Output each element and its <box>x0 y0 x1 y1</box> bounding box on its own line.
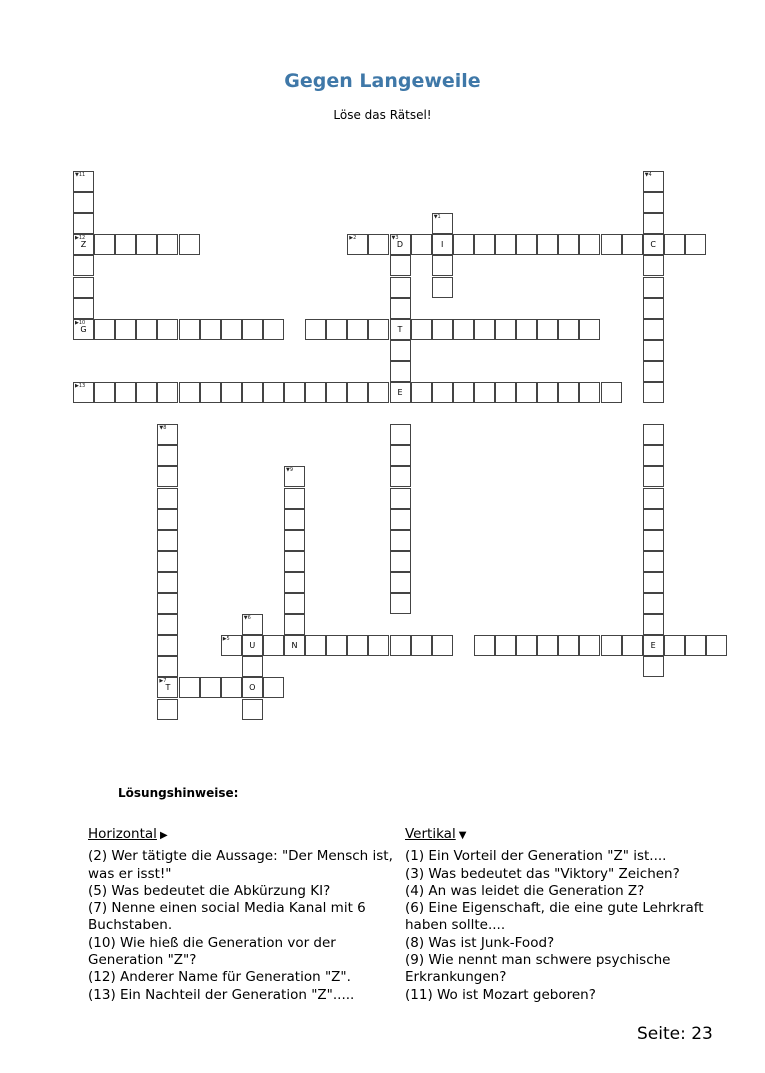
crossword-cell[interactable] <box>558 319 579 340</box>
crossword-cell[interactable] <box>643 530 664 551</box>
crossword-cell[interactable] <box>643 192 664 213</box>
crossword-cell[interactable] <box>284 530 305 551</box>
crossword-cell[interactable] <box>537 382 558 403</box>
horizontal-clues <box>88 826 398 1004</box>
horizontal-clue: (12) Anderer Name für Generation "Z". <box>88 969 351 986</box>
crossword-cell[interactable] <box>157 234 178 255</box>
crossword-cell[interactable] <box>537 234 558 255</box>
crossword-cell[interactable] <box>706 635 727 656</box>
crossword-cell[interactable] <box>579 635 600 656</box>
clue-number: ▼11 <box>75 172 86 178</box>
crossword-cell[interactable] <box>579 382 600 403</box>
crossword-cell[interactable] <box>516 319 537 340</box>
crossword-cell[interactable] <box>643 361 664 382</box>
crossword-cell[interactable] <box>432 319 453 340</box>
horizontal-clue: (7) Nenne einen social Media Kanal mit 6 Buchstaben. <box>88 900 366 934</box>
vertical-clue: (1) Ein Vorteil der Generation "Z" ist.... <box>405 848 667 865</box>
crossword-cell[interactable] <box>474 319 495 340</box>
crossword-cell[interactable] <box>643 466 664 487</box>
clue-number: ▶13 <box>75 383 86 389</box>
horizontal-clue: (13) Ein Nachteil der Generation "Z"..... <box>88 986 355 1003</box>
crossword-cell[interactable] <box>643 635 664 656</box>
crossword-cell[interactable] <box>157 656 178 677</box>
crossword-cell[interactable] <box>432 234 453 255</box>
crossword-cell[interactable] <box>94 319 115 340</box>
crossword-cell[interactable] <box>73 319 94 340</box>
crossword-cell[interactable] <box>643 255 664 276</box>
crossword-cell[interactable] <box>263 677 284 698</box>
crossword-cell[interactable] <box>432 635 453 656</box>
crossword-cell[interactable] <box>73 255 94 276</box>
crossword-cell[interactable] <box>73 192 94 213</box>
crossword-cell[interactable] <box>390 445 411 466</box>
crossword-cell[interactable] <box>157 572 178 593</box>
crossword-cell[interactable] <box>157 466 178 487</box>
crossword-cell[interactable] <box>643 234 664 255</box>
crossword-cell[interactable] <box>284 614 305 635</box>
crossword-cell[interactable] <box>390 340 411 361</box>
page-subtitle: Löse das Rätsel! <box>333 108 432 122</box>
crossword-cell[interactable] <box>390 509 411 530</box>
crossword-cell[interactable] <box>94 234 115 255</box>
crossword-cell[interactable] <box>474 382 495 403</box>
crossword-cell[interactable] <box>453 319 474 340</box>
given-letter: Z <box>80 240 87 250</box>
crossword-cell[interactable] <box>579 319 600 340</box>
crossword-cell[interactable] <box>643 488 664 509</box>
crossword-cell[interactable] <box>73 298 94 319</box>
crossword-cell[interactable] <box>643 171 664 192</box>
horizontal-clue: (5) Was bedeutet die Abkürzung KI? <box>88 882 331 899</box>
crossword-cell[interactable] <box>685 635 706 656</box>
vertical-clue: (11) Wo ist Mozart geboren? <box>405 986 596 1003</box>
crossword-cell[interactable] <box>242 382 263 403</box>
clue-number: ▶12 <box>75 235 86 242</box>
crossword-cell[interactable] <box>200 677 221 698</box>
crossword-cell[interactable] <box>643 213 664 234</box>
crossword-cell[interactable] <box>326 635 347 656</box>
vertical-clue: (8) Was ist Junk-Food? <box>405 934 555 951</box>
given-letter: O <box>249 683 256 693</box>
crossword-cell[interactable] <box>622 635 643 656</box>
crossword-cell[interactable] <box>495 382 516 403</box>
clue-number: ▶10 <box>75 319 86 326</box>
crossword-cell[interactable] <box>558 382 579 403</box>
crossword-cell[interactable] <box>347 635 368 656</box>
crossword-cell[interactable] <box>200 319 221 340</box>
crossword-cell[interactable] <box>411 382 432 403</box>
horizontal-clue: (10) Wie hieß die Generation vor der Generation "Z"? <box>88 934 336 969</box>
vertical-clue: (3) Was bedeutet das "Viktory" Zeichen? <box>405 865 680 882</box>
crossword-cell[interactable] <box>685 234 706 255</box>
crossword-cell[interactable] <box>221 382 242 403</box>
crossword-cell[interactable] <box>390 255 411 276</box>
crossword-cell[interactable] <box>136 319 157 340</box>
crossword-cell[interactable] <box>495 234 516 255</box>
crossword-cell[interactable] <box>643 614 664 635</box>
crossword-cell[interactable] <box>390 382 411 403</box>
crossword-cell[interactable] <box>242 656 263 677</box>
given-letter: T <box>165 683 171 693</box>
crossword-cell[interactable] <box>368 382 389 403</box>
crossword-cell[interactable] <box>390 361 411 382</box>
crossword-cell[interactable] <box>664 234 685 255</box>
crossword-cell[interactable] <box>643 593 664 614</box>
crossword-cell[interactable] <box>347 382 368 403</box>
clue-number: ▶5 <box>222 636 230 643</box>
crossword-cell[interactable] <box>263 635 284 656</box>
vertical-heading <box>405 826 466 844</box>
crossword-cell[interactable] <box>73 213 94 234</box>
crossword-cell[interactable] <box>115 382 136 403</box>
crossword-cell[interactable] <box>221 319 242 340</box>
page-title: Gegen Langeweile <box>284 70 481 92</box>
page-number: Seite: 23 <box>637 1024 713 1044</box>
clue-number: ▼4 <box>644 172 652 178</box>
crossword-cell[interactable] <box>390 551 411 572</box>
crossword-cell[interactable] <box>157 677 178 698</box>
crossword-cell[interactable] <box>73 171 94 192</box>
crossword-cell[interactable] <box>643 445 664 466</box>
crossword-cell[interactable] <box>601 382 622 403</box>
crossword-cell[interactable] <box>242 677 263 698</box>
given-letter: T <box>397 324 403 334</box>
crossword-cell[interactable] <box>263 382 284 403</box>
crossword-cell[interactable] <box>179 234 200 255</box>
crossword-cell[interactable] <box>453 234 474 255</box>
crossword-cell[interactable] <box>643 572 664 593</box>
crossword-cell[interactable] <box>284 593 305 614</box>
crossword-cell[interactable] <box>432 213 453 234</box>
crossword-cell[interactable] <box>643 319 664 340</box>
crossword-cell[interactable] <box>537 319 558 340</box>
crossword-cell[interactable] <box>157 699 178 720</box>
crossword-cell[interactable] <box>558 635 579 656</box>
crossword-cell[interactable] <box>643 382 664 403</box>
crossword-cell[interactable] <box>242 319 263 340</box>
clue-number: ▼9 <box>286 467 294 474</box>
horizontal-heading <box>88 826 168 844</box>
crossword-cell[interactable] <box>284 382 305 403</box>
crossword-cell[interactable] <box>432 382 453 403</box>
crossword-cell[interactable] <box>664 635 685 656</box>
crossword-cell[interactable] <box>284 572 305 593</box>
crossword-cell[interactable] <box>179 382 200 403</box>
crossword-cell[interactable] <box>73 382 94 403</box>
crossword-cell[interactable] <box>347 234 368 255</box>
crossword-cell[interactable] <box>432 255 453 276</box>
crossword-cell[interactable] <box>94 382 115 403</box>
crossword-cell[interactable] <box>643 656 664 677</box>
crossword-cell[interactable] <box>326 319 347 340</box>
clue-number: ▼3 <box>391 235 399 242</box>
crossword-cell[interactable] <box>495 635 516 656</box>
clue-number: ▼6 <box>243 615 251 622</box>
given-letter: G <box>80 324 87 334</box>
crossword-cell[interactable] <box>516 382 537 403</box>
given-letter: E <box>650 641 656 651</box>
given-letter: D <box>396 240 404 250</box>
crossword-cell[interactable] <box>242 614 263 635</box>
crossword-cell[interactable] <box>73 234 94 255</box>
crossword-cell[interactable] <box>474 635 495 656</box>
crossword-cell[interactable] <box>390 298 411 319</box>
crossword-cell[interactable] <box>390 466 411 487</box>
vertical-clue: (9) Wie nennt man schwere psychische Erkrankungen? <box>405 952 671 986</box>
crossword-cell[interactable] <box>390 572 411 593</box>
crossword-cell[interactable] <box>390 234 411 255</box>
crossword-cell[interactable] <box>516 635 537 656</box>
crossword-cell[interactable] <box>157 593 178 614</box>
crossword-cell[interactable] <box>643 551 664 572</box>
crossword-cell[interactable] <box>73 277 94 298</box>
clue-number: ▼1 <box>433 214 441 221</box>
crossword-cell[interactable] <box>157 530 178 551</box>
clue-number: ▶7 <box>159 678 167 685</box>
arrow-down-icon: ▼ <box>458 830 467 841</box>
crossword-cell[interactable] <box>136 234 157 255</box>
crossword-cell[interactable] <box>643 298 664 319</box>
crossword-cell[interactable] <box>390 635 411 656</box>
crossword-cell[interactable] <box>390 319 411 340</box>
crossword-cell[interactable] <box>305 319 326 340</box>
crossword-cell[interactable] <box>157 551 178 572</box>
crossword-cell[interactable] <box>411 319 432 340</box>
crossword-cell[interactable] <box>263 319 284 340</box>
vertical-clue: (4) An was leidet die Generation Z? <box>405 882 645 899</box>
crossword-cell[interactable] <box>157 509 178 530</box>
crossword-cell[interactable] <box>200 382 221 403</box>
crossword-cell[interactable] <box>242 699 263 720</box>
crossword-cell[interactable] <box>326 382 347 403</box>
crossword-cell[interactable] <box>516 234 537 255</box>
crossword-cell[interactable] <box>601 635 622 656</box>
crossword-cell[interactable] <box>284 488 305 509</box>
crossword-cell[interactable] <box>411 234 432 255</box>
crossword-cell[interactable] <box>115 234 136 255</box>
vertical-clue: (6) Eine Eigenschaft, die eine gute Lehrkraft haben sollte.... <box>405 900 704 934</box>
horizontal-label: Horizontal <box>88 826 157 842</box>
crossword-cell[interactable] <box>368 635 389 656</box>
crossword-cell[interactable] <box>579 234 600 255</box>
arrow-right-icon: ▶ <box>159 830 168 841</box>
crossword-cell[interactable] <box>432 277 453 298</box>
clue-number: ▶2 <box>349 235 357 242</box>
given-letter: E <box>397 388 403 397</box>
crossword-cell[interactable] <box>221 635 242 656</box>
crossword-cell[interactable] <box>643 509 664 530</box>
crossword-cell[interactable] <box>157 635 178 656</box>
crossword-cell[interactable] <box>157 488 178 509</box>
vertical-clues <box>405 826 715 1004</box>
crossword-cell[interactable] <box>284 466 305 487</box>
crossword-cell[interactable] <box>179 677 200 698</box>
crossword-cell[interactable] <box>495 319 516 340</box>
crossword-cell[interactable] <box>284 551 305 572</box>
crossword-cell[interactable] <box>643 340 664 361</box>
hints-title: Lösungshinweise: <box>118 786 239 800</box>
crossword-cell[interactable] <box>390 488 411 509</box>
crossword-cell[interactable] <box>411 635 432 656</box>
crossword-cell[interactable] <box>284 509 305 530</box>
crossword-cell[interactable] <box>157 614 178 635</box>
crossword-cell[interactable] <box>390 530 411 551</box>
given-letter: N <box>291 641 298 651</box>
crossword-cell[interactable] <box>347 319 368 340</box>
horizontal-clue: (2) Wer tätigte die Aussage: "Der Mensch ist, was er isst!" <box>88 848 393 882</box>
crossword-cell[interactable] <box>558 234 579 255</box>
given-letter: U <box>249 641 256 651</box>
crossword-cell[interactable] <box>643 424 664 445</box>
crossword-cell[interactable] <box>284 635 305 656</box>
crossword-cell[interactable] <box>305 382 326 403</box>
crossword-cell[interactable] <box>537 635 558 656</box>
crossword-cell[interactable] <box>390 424 411 445</box>
crossword-cell[interactable] <box>390 593 411 614</box>
crossword-cell[interactable] <box>368 319 389 340</box>
vertical-label: Vertikal <box>405 826 456 842</box>
crossword-cell[interactable] <box>179 319 200 340</box>
crossword-cell[interactable] <box>221 677 242 698</box>
crossword-cell[interactable] <box>157 382 178 403</box>
crossword-cell[interactable] <box>242 635 263 656</box>
given-letter: C <box>650 240 656 250</box>
given-letter: I <box>441 240 444 250</box>
crossword-cell[interactable] <box>305 635 326 656</box>
crossword-cell[interactable] <box>368 234 389 255</box>
crossword-cell[interactable] <box>622 234 643 255</box>
crossword-cell[interactable] <box>157 445 178 466</box>
crossword-cell[interactable] <box>601 234 622 255</box>
crossword-cell[interactable] <box>390 277 411 298</box>
crossword-cell[interactable] <box>643 277 664 298</box>
clue-number: ▼8 <box>159 425 167 432</box>
crossword-cell[interactable] <box>474 234 495 255</box>
crossword-cell[interactable] <box>157 424 178 445</box>
crossword-cell[interactable] <box>136 382 157 403</box>
crossword-cell[interactable] <box>453 382 474 403</box>
crossword-cell[interactable] <box>157 319 178 340</box>
crossword-cell[interactable] <box>115 319 136 340</box>
